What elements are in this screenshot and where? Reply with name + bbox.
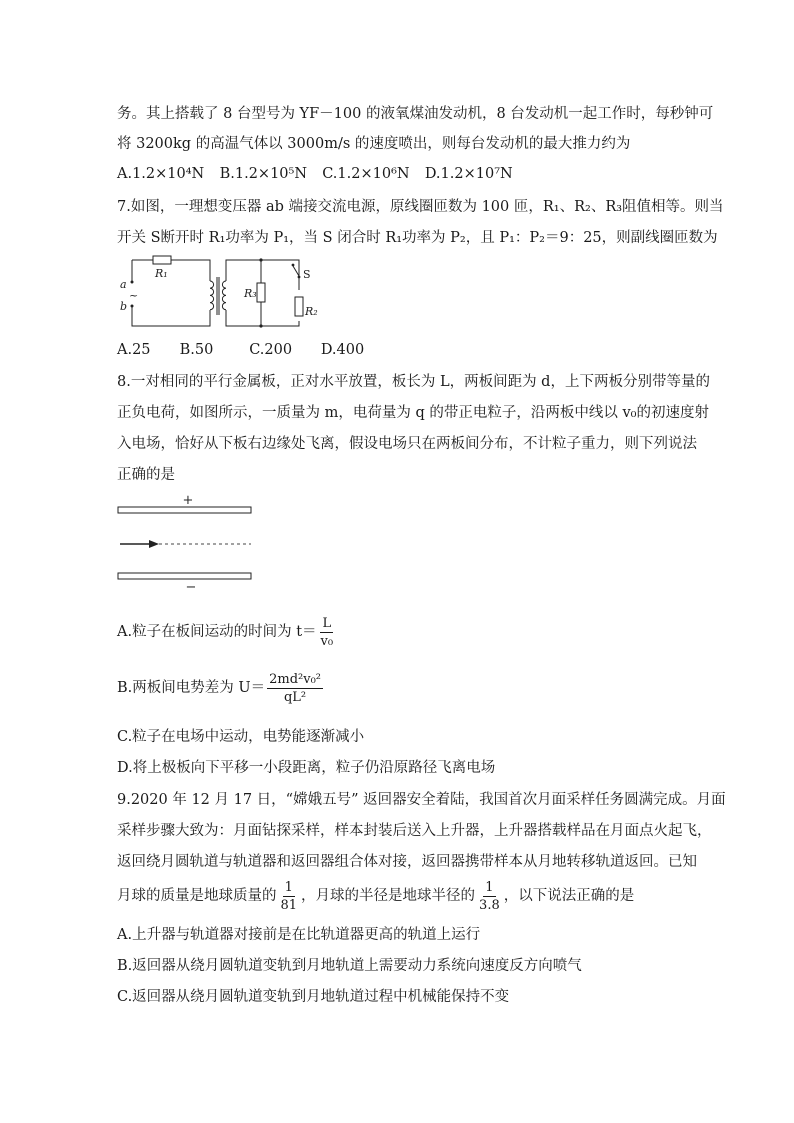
q9-option-a: A.上升器与轨道器对接前是在比轨道器更高的轨道上运行 <box>117 927 481 943</box>
q9-line-3: 返回绕月圆轨道与轨道器和返回器组合体对接，返回器携带样本从月地转移轨道返回。已知 <box>117 854 697 870</box>
q8-option-a-denominator: v₀ <box>320 633 334 649</box>
q8-option-b-prefix: B.两板间电势差为 U＝ <box>117 680 266 696</box>
q9-line-4-part-a: 月球的质量是地球质量的 <box>117 888 277 904</box>
q9-line-1: 9.2020 年 12 月 17 日，“嫦娥五号” 返回器安全着陆，我国首次月面采样任务圆满完成。月面 <box>117 792 726 808</box>
q9-mass-ratio-denominator: 81 <box>280 897 298 913</box>
q6-option-a: A.1.2×10⁴N <box>117 166 205 182</box>
q8-option-b-numerator: 2md²v₀² <box>269 671 321 687</box>
q8-option-c: C.粒子在电场中运动，电势能逐渐减小 <box>117 729 365 745</box>
lower-plate-sign: − <box>185 580 197 595</box>
q9-radius-ratio-denominator: 3.8 <box>479 897 500 913</box>
q7-option-b: B.50 <box>179 342 214 358</box>
ac-source-symbol: ~ <box>129 289 139 302</box>
lower-plate <box>118 573 251 579</box>
upper-plate-sign: + <box>182 493 194 508</box>
q8-option-b <box>117 668 325 708</box>
q7-options <box>117 340 364 360</box>
q9-line-4-part-b: ，月球的半径是地球半径的 <box>301 888 476 904</box>
terminal-a-label: a <box>120 278 127 291</box>
q6-line-1: 务。其上搭载了 8 台型号为 YF－100 的液氧煤油发动机，8 台发动机一起工作时，每秒钟可 <box>117 106 714 122</box>
q8-line-1: 8.一对相同的平行金属板，正对水平放置，板长为 L，两板间距为 d，上下两板分别带等量的 <box>117 374 710 390</box>
q8-option-a <box>117 612 337 652</box>
q9-line-4-part-c: ，以下说法正确的是 <box>503 888 635 904</box>
q9-line-4 <box>117 876 634 916</box>
r2-label: R₂ <box>305 305 318 318</box>
resistor-r3-symbol <box>257 283 265 302</box>
q7-option-d: D.400 <box>320 342 365 358</box>
transformer-circuit-diagram <box>115 250 318 332</box>
resistor-r2-symbol <box>295 297 303 316</box>
q8-option-b-denominator: qL² <box>283 689 307 705</box>
q6-option-b: B.1.2×10⁵N <box>219 166 308 182</box>
q9-radius-ratio-numerator: 1 <box>485 879 494 895</box>
r1-label: R₁ <box>155 267 168 280</box>
q8-line-4: 正确的是 <box>117 467 175 483</box>
switch-s-label: S <box>303 268 311 281</box>
q7-line-1: 7.如图，一理想变压器 ab 端接交流电源，原线圈匝数为 100 匝，R₁、R₂、R₃阻值相等。则当 <box>117 199 724 215</box>
q9-radius-ratio-fraction <box>477 880 502 913</box>
velocity-arrow-head <box>149 540 159 548</box>
q6-option-d: D.1.2×10⁷N <box>424 166 513 182</box>
q8-line-3: 入电场，恰好从下板右边缘处飞离，假设电场只在两板间分布，不计粒子重力，则下列说法 <box>117 436 697 452</box>
q7-line-2: 开关 S断开时 R₁功率为 P₁，当 S 闭合时 R₁功率为 P₂，且 P₁：P₂＝9：25，则副线圈匝数为 <box>117 230 718 246</box>
q9-option-c: C.返回器从绕月圆轨道变轨到月地轨道过程中机械能保持不变 <box>117 989 510 1005</box>
q9-line-2: 采样步骤大致为：月面钻探采样，样本封装后送入上升器，上升器搭载样品在月面点火起飞， <box>117 823 712 839</box>
q9-mass-ratio-fraction <box>279 880 300 913</box>
parallel-plates-diagram <box>115 490 260 595</box>
primary-coil <box>210 281 214 310</box>
q6-option-c: C.1.2×10⁶N <box>322 166 410 182</box>
r3-label: R₃ <box>244 287 257 300</box>
q9-option-b: B.返回器从绕月圆轨道变轨到月地轨道上需要动力系统向速度反方向喷气 <box>117 958 582 974</box>
q8-option-d: D.将上极板向下平移一小段距离，粒子仍沿原路径飞离电场 <box>117 760 496 776</box>
secondary-coil <box>222 281 226 310</box>
terminal-b-label: b <box>120 300 128 313</box>
resistor-r1-symbol <box>153 256 171 264</box>
q6-line-2: 将 3200kg 的高温气体以 3000m/s 的速度喷出，则每台发动机的最大推力约为 <box>117 136 631 152</box>
q7-option-c: C.200 <box>249 342 293 358</box>
q8-line-2: 正负电荷，如图所示，一质量为 m，电荷量为 q 的带正电粒子，沿两板中线以 v₀的初速度射 <box>117 405 709 421</box>
q9-mass-ratio-numerator: 1 <box>284 879 293 895</box>
q8-option-a-fraction <box>319 616 336 649</box>
switch-s-symbol <box>293 266 299 276</box>
q8-option-a-numerator: L <box>322 615 332 631</box>
q8-option-a-prefix: A.粒子在板间运动的时间为 t＝ <box>117 624 317 640</box>
q8-option-b-fraction <box>267 672 323 705</box>
q6-options <box>117 164 513 184</box>
q7-option-a: A.25 <box>117 342 151 358</box>
